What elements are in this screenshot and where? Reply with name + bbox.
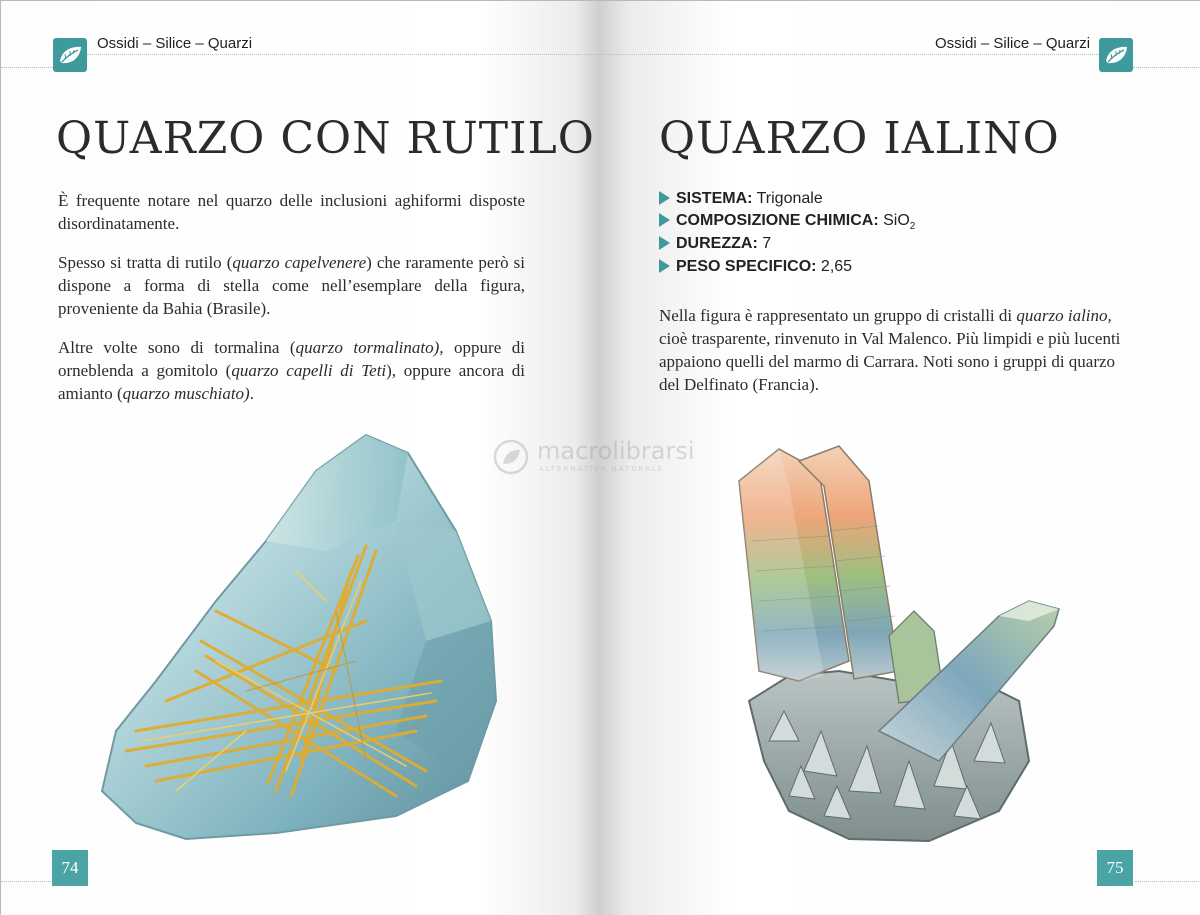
body-paragraph: Nella figura è rappresentato un gruppo di cristalli di quarzo ialino, cioè trasparente, rinvenuto in Val Malenco. Più limpidi e più lucenti appaiono quelli del marmo di Carrara. Noti sono i gruppi di quarzo del Delfinato (Francia). bbox=[659, 306, 1121, 394]
body-paragraph: Spesso si tratta di rutilo (quarzo capelvenere) che raramente però si dispone a forma di stella come nell’esemplare della figura, proveniente da Bahia (Brasile). bbox=[58, 253, 525, 318]
triangle-bullet-icon bbox=[659, 259, 670, 273]
triangle-bullet-icon bbox=[659, 213, 670, 227]
page-number: 75 bbox=[1097, 850, 1133, 886]
leaf-circle-logo bbox=[491, 439, 531, 475]
spec-row: DUREZZA: 7 bbox=[659, 235, 771, 255]
header-rule bbox=[1, 67, 53, 68]
running-header: Ossidi – Silice – Quarzi bbox=[97, 35, 253, 52]
rutilated-quartz-illustration bbox=[96, 431, 506, 841]
triangle-bullet-icon bbox=[659, 191, 670, 205]
body-paragraph: Altre volte sono di tormalina (quarzo tormalinato), oppure di orneblenda a gomitolo (quarzo capelli di Teti), oppure ancora di amianto (quarzo muschiato). bbox=[58, 338, 525, 403]
watermark-tagline: ALTERNATIVA NATURALE bbox=[539, 465, 665, 473]
running-header: Ossidi – Silice – Quarzi bbox=[935, 35, 1091, 52]
hyaline-quartz-illustration bbox=[729, 441, 1069, 851]
watermark-brand: macrolibrarsi bbox=[537, 437, 695, 465]
watermark bbox=[489, 437, 719, 477]
leaf-icon bbox=[1099, 38, 1133, 72]
spec-row: COMPOSIZIONE CHIMICA: SiO$_2$ bbox=[659, 212, 915, 232]
header-rule bbox=[599, 54, 1099, 55]
header-rule bbox=[87, 54, 599, 55]
header-rule bbox=[1133, 67, 1200, 68]
footer-rule bbox=[1, 881, 51, 882]
spec-row: SISTEMA: Trigonale bbox=[659, 190, 823, 210]
page-title: QUARZO CON RUTILO bbox=[56, 113, 595, 164]
page-number: 74 bbox=[52, 850, 88, 886]
page-title: QUARZO IALINO bbox=[659, 113, 1060, 164]
triangle-bullet-icon bbox=[659, 236, 670, 250]
body-paragraph: È frequente notare nel quarzo delle inclusioni aghiformi disposte disordinatamente. bbox=[58, 191, 525, 233]
spec-row: PESO SPECIFICO: 2,65 bbox=[659, 258, 852, 278]
leaf-icon bbox=[53, 38, 87, 72]
footer-rule bbox=[1135, 881, 1200, 882]
